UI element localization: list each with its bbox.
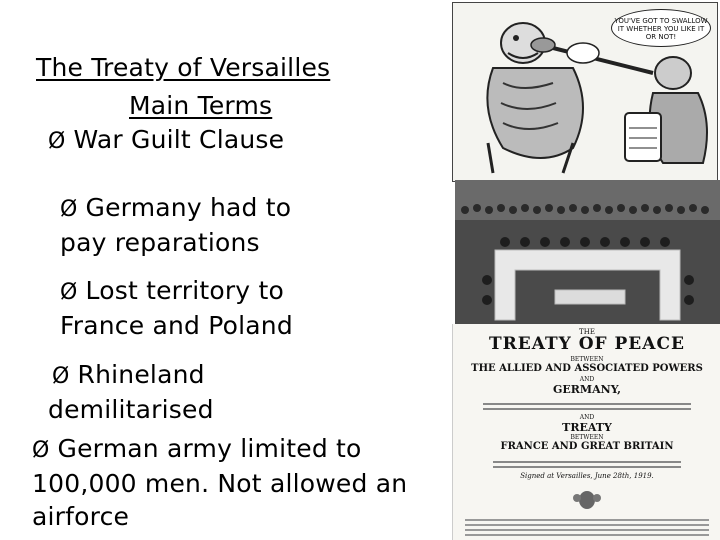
- bullet-text: France and Poland: [60, 311, 293, 340]
- doc-line: THE: [579, 328, 595, 336]
- slide-title: The Treaty of Versailles: [36, 53, 331, 82]
- signing-photo-drawing: [455, 180, 720, 330]
- doc-line: THE ALLIED AND ASSOCIATED POWERS: [471, 363, 703, 374]
- doc-line: Signed at Versailles, June 28th, 1919.: [520, 472, 654, 480]
- bullet-text: pay reparations: [60, 228, 260, 257]
- bullet-text: airforce: [32, 502, 130, 531]
- doc-line: TREATY OF PEACE: [489, 334, 685, 354]
- bullet-arrow-icon: Ø: [60, 280, 78, 305]
- cartoon-speech-bubble: YOU'VE GOT TO SWALLOW IT WHETHER YOU LIKE IT OR NOT!: [611, 9, 711, 47]
- bullet-rhineland: [48, 358, 214, 426]
- doc-line: BETWEEN: [570, 356, 604, 363]
- bullet-text: demilitarised: [48, 395, 214, 424]
- doc-line: GERMANY,: [553, 383, 621, 396]
- doc-line: AND: [579, 414, 595, 421]
- bullet-text: Rhineland: [77, 360, 205, 389]
- royal-crest-icon: [572, 488, 602, 510]
- bullet-text: War Guilt Clause: [73, 125, 285, 154]
- slide-subtitle: Main Terms: [129, 91, 273, 120]
- doc-line: AND: [579, 376, 595, 383]
- doc-body-text: [493, 458, 681, 471]
- bullet-text: Germany had to: [85, 193, 292, 222]
- doc-footer-text: [465, 516, 709, 539]
- bullet-army: [32, 432, 407, 533]
- bullet-text: German army limited to: [57, 434, 362, 463]
- bullet-text: Lost territory to: [85, 276, 284, 305]
- signing-photo: [455, 180, 720, 330]
- bullet-reparations: [60, 191, 291, 259]
- doc-line: FRANCE AND GREAT BRITAIN: [500, 441, 674, 452]
- bullet-arrow-icon: Ø: [48, 129, 66, 154]
- cartoon-image: [452, 2, 718, 182]
- bullet-war-guilt: [48, 123, 284, 158]
- doc-line: TREATY: [562, 421, 612, 434]
- bullet-arrow-icon: Ø: [60, 197, 78, 222]
- treaty-document-image: [452, 324, 720, 540]
- doc-line: BETWEEN: [570, 434, 604, 441]
- bullet-arrow-icon: Ø: [32, 438, 50, 463]
- doc-body-text: [483, 400, 691, 413]
- bullet-arrow-icon: Ø: [52, 364, 70, 389]
- bullet-territory: [60, 274, 293, 342]
- bullet-text: 100,000 men. Not allowed an: [32, 469, 408, 498]
